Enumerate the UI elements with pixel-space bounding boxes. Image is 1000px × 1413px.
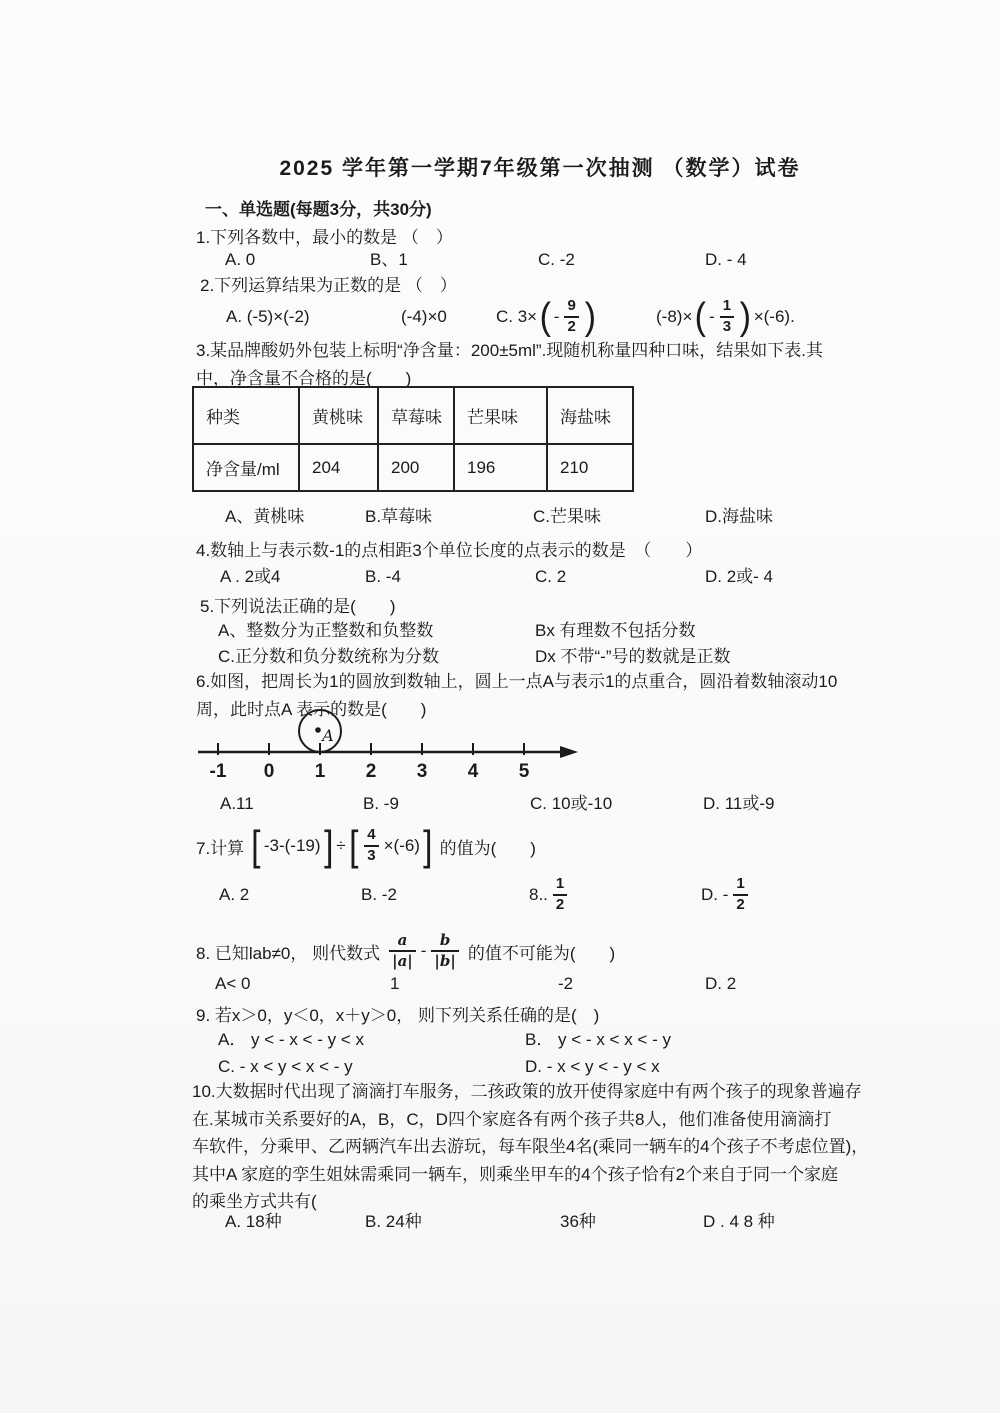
q3-th-type: 种类 (193, 387, 299, 444)
q3-th-peach: 黄桃味 (299, 387, 378, 444)
question-9-options (218, 1026, 671, 1080)
tick-label: 5 (518, 761, 530, 782)
q5-option-a: A、整数分为正整数和负整数 (218, 621, 434, 640)
tick-label: 0 (263, 761, 275, 782)
q10-line-2: 在.某城市关系要好的A，B，C，D四个家庭各有两个孩子共8人，他们准备使用滴滴打 (192, 1109, 832, 1129)
q10-option-a: A. 18种 (225, 1212, 282, 1231)
q8-option-a: A< 0 (215, 974, 251, 993)
q8-lead: 8. 已知lab≠0， 则代数式 (196, 943, 381, 963)
tick-label: 3 (416, 761, 428, 782)
q6-option-c: C. 10或-10 (530, 794, 613, 813)
q6-line-1: 6.如图，把周长为1的圆放到数轴上，圆上一点A与表示1的点重合，圆沿着数轴滚动10 (196, 672, 838, 691)
q3-value-2: 200 (378, 444, 454, 491)
q9-option-b: B． y < - x < x < - y (525, 1029, 671, 1049)
q6-line-2: 周，此时点A 表示的数是( ) (196, 700, 427, 719)
q4-option-a: A . 2或4 (220, 567, 281, 586)
q3-th-seasalt: 海盐味 (547, 387, 633, 444)
q7-tail: 的值为( ) (439, 838, 536, 858)
question-3-options (225, 505, 773, 529)
q10-line-1: 10.大数据时代出现了滴滴打车服务，二孩政策的放开使得家庭中有两个孩子的现象普遍存 (192, 1082, 862, 1101)
q9-option-a: A． y < - x < - y < x (218, 1029, 364, 1049)
question-4-options (220, 565, 773, 589)
q7-option-c: 8.. $\frac{1}{2}$ (528, 875, 700, 915)
q5-option-d: Dx 不带“-”号的数就是正数 (535, 647, 731, 666)
q7-lead: 7.计算 (196, 838, 245, 858)
tick-label: 4 (467, 761, 479, 782)
q10-line-5: 的乘坐方式共有( (192, 1192, 317, 1211)
question-3-text (196, 337, 823, 392)
section-header: 一、单选题(每题3分，共30分) (205, 200, 432, 219)
q9-option-c: C. - x < y < x < - y (218, 1056, 353, 1076)
q3-table-value-row (193, 444, 633, 491)
q7-option-a: A. 2 (219, 885, 250, 904)
question-5-text: 5.下列说法正确的是( ) (200, 597, 396, 616)
question-2-text: 2.下列运算结果为正数的是 （ ） (200, 276, 457, 295)
q3-th-strawberry: 草莓味 (378, 387, 454, 444)
q8-tail: 的值不可能为( ) (467, 943, 616, 963)
q3-line-1: 3.某品牌酸奶外包装上标明“净含量：200±5ml”.现随机称量四种口味，结果如下表.其 (196, 341, 824, 360)
q7-option-b: B. -2 (361, 885, 397, 904)
number-line-figure (190, 706, 590, 786)
q8-option-b: 1 (390, 974, 400, 993)
question-4-text: 4.数轴上与表示数-1的点相距3个单位长度的点表示的数是 （ ） (196, 541, 703, 560)
q3-option-c: C.芒果味 (533, 507, 601, 526)
q6-option-b: B. -9 (363, 794, 399, 813)
q7-option-d: D. - $\frac{1}{2}$ (700, 875, 752, 915)
q3-table-header-row (193, 387, 633, 444)
q10-option-c: 36种 (560, 1212, 596, 1231)
question-6-options (220, 792, 775, 816)
q3-option-b: B.草莓味 (365, 507, 433, 526)
point-a-label: A (322, 726, 334, 745)
q3-value-1: 204 (299, 444, 378, 491)
circle-center-dot (315, 727, 321, 733)
q2-option-b: (-4)×0 (401, 307, 447, 326)
question-9-text: 9. 若x＞0，y＜0，x＋y＞0， 则下列关系任确的是( ) (196, 1006, 600, 1025)
q3-value-4: 210 (547, 444, 633, 491)
tick-label: 1 (314, 761, 326, 782)
question-1-options (225, 248, 747, 272)
q5-option-b: Bx 有理数不包括分数 (535, 621, 696, 640)
q1-option-c: C. -2 (538, 250, 575, 269)
question-5-options (218, 618, 730, 670)
tick-label: 2 (365, 761, 377, 782)
question-1-text: 1.下列各数中，最小的数是 （ ） (196, 228, 453, 247)
q2-option-d: (-8)× ( - $\frac{1}{3}$ ) ×(-6). (656, 295, 795, 338)
q8-formula: $\frac{a}{|a|}$ - $\frac{b}{|b|}$ (385, 931, 463, 971)
q3-row-label: 净含量/ml (193, 444, 299, 491)
q3-value-3: 196 (454, 444, 547, 491)
q3-table (192, 386, 634, 492)
q4-option-d: D. 2或- 4 (705, 567, 774, 586)
tick-label: -1 (209, 761, 227, 782)
q10-option-b: B. 24种 (365, 1212, 422, 1231)
q3-line-2: 中，净含量不合格的是( ) (196, 368, 412, 388)
q9-option-d: D. - x < y < - y < x (525, 1056, 660, 1076)
q2-option-a: A. (-5)×(-2) (226, 307, 310, 326)
q6-option-a: A.11 (220, 794, 254, 813)
q6-option-d: D. 11或-9 (703, 794, 775, 813)
q2-option-c: C. 3× ( - $\frac{9}{2}$ ) (496, 295, 596, 338)
q4-option-b: B. -4 (365, 567, 401, 586)
axis-arrow (560, 746, 578, 758)
q10-line-4: 其中A 家庭的孪生姐妹需乘同一辆车，则乘坐甲车的4个孩子恰有2个来自于同一个家庭 (192, 1164, 839, 1184)
question-10-text (192, 1078, 868, 1216)
q1-option-b: B、1 (370, 250, 408, 269)
q5-option-c: C.正分数和负分数统称为分数 (218, 647, 439, 666)
q1-option-d: D. - 4 (705, 250, 747, 269)
q7-formula: [ -3-(-19) ] ÷ [ $\frac{4}{3}$ ×(-6) ] (251, 822, 433, 870)
q8-option-d: D. 2 (705, 974, 737, 993)
question-8-text (196, 924, 615, 978)
exam-title: 2025 学年第一学期7年级第一次抽测 （数学）试卷 (279, 157, 801, 180)
q10-line-3: 车软件，分乘甲、乙两辆汽车出去游玩，每车限坐4名(乘同一辆车的4个孩子不考虑位置)， (192, 1137, 869, 1156)
q10-option-d: D . 4 8 种 (703, 1212, 775, 1231)
question-7-text (196, 818, 536, 874)
question-8-options (215, 972, 736, 996)
q3-th-mango: 芒果味 (454, 387, 547, 444)
q8-option-c: -2 (558, 974, 574, 993)
question-10-options (225, 1210, 775, 1234)
q3-option-a: A、黄桃味 (225, 507, 305, 526)
question-7-options (218, 872, 752, 918)
q3-option-d: D.海盐味 (705, 507, 773, 526)
q4-option-c: C. 2 (535, 567, 567, 586)
q1-option-a: A. 0 (225, 250, 256, 269)
